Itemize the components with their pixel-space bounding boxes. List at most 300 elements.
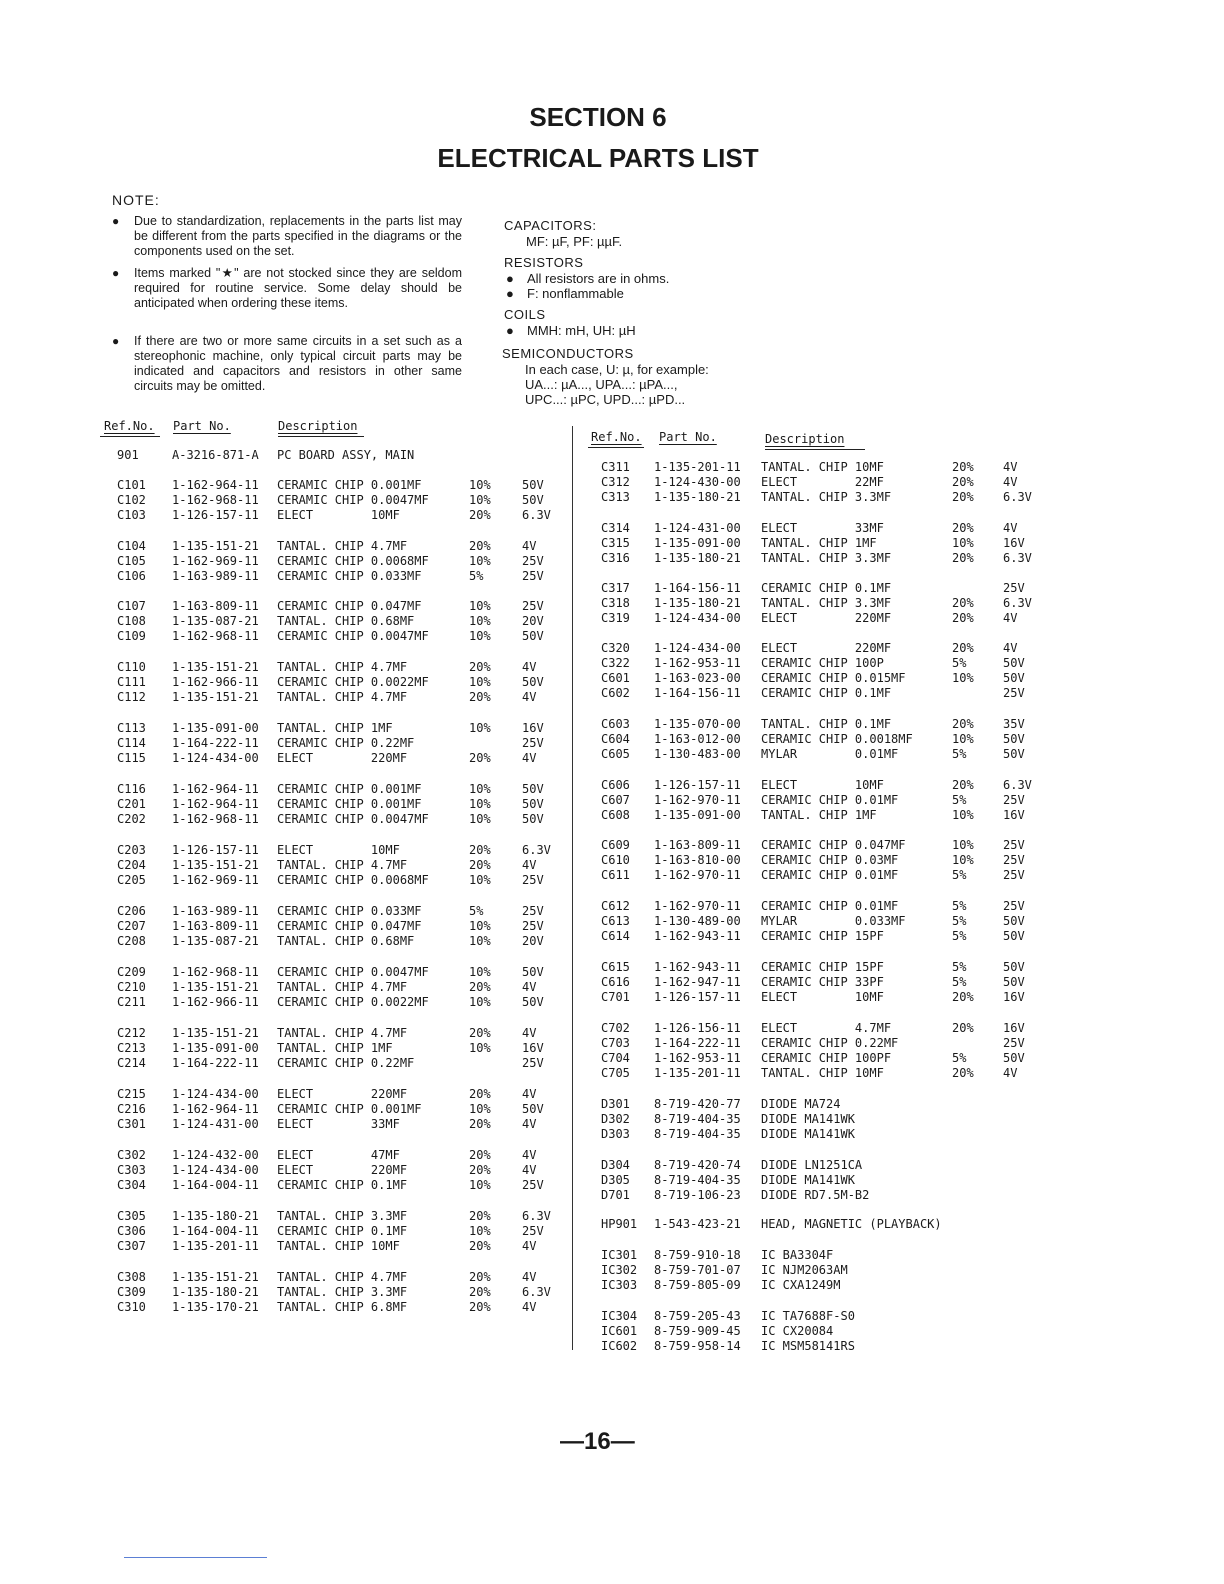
tolerance-cell: 10% [469, 797, 491, 811]
tolerance-cell: 20% [469, 1163, 491, 1177]
part-no-cell: A-3216-871-A [172, 448, 259, 462]
column-divider [572, 426, 573, 1350]
ref-no-cell: C615 [601, 960, 630, 974]
description-cell: PC BOARD ASSY, MAIN [277, 448, 415, 462]
tolerance-cell: 5% [952, 914, 967, 928]
part-no-cell: 1-124-434-00 [654, 641, 741, 655]
tolerance-cell: 10% [469, 1041, 491, 1055]
tolerance-cell: 10% [952, 671, 974, 685]
description-cell: CERAMIC CHIP 0.015MF [761, 671, 906, 685]
voltage-cell: 25V [522, 1056, 544, 1070]
part-no-cell: 1-124-432-00 [172, 1148, 259, 1162]
description-cell: TANTAL. CHIP 4.7MF [277, 539, 408, 553]
part-no-cell: 1-164-156-11 [654, 581, 741, 595]
description-cell: TANTAL. CHIP 10MF [761, 460, 884, 474]
tolerance-cell: 10% [469, 478, 491, 492]
ref-no-cell: C603 [601, 717, 630, 731]
voltage-cell: 25V [1003, 1036, 1025, 1050]
description-cell: ELECT 220MF [277, 1163, 408, 1177]
tolerance-cell: 20% [469, 539, 491, 553]
voltage-cell: 6.3V [1003, 596, 1032, 610]
tolerance-cell: 20% [469, 1300, 491, 1314]
ref-no-cell: IC301 [601, 1248, 638, 1262]
description-cell: CERAMIC CHIP 0.047MF [277, 919, 422, 933]
ref-no-cell: C608 [601, 808, 630, 822]
voltage-cell: 6.3V [1003, 778, 1032, 792]
ref-no-cell: C112 [117, 690, 146, 704]
part-no-cell: 8-759-805-09 [654, 1278, 741, 1292]
legend-semiconductors-text: UPC...: µPC, UPD...: µPD... [525, 392, 686, 407]
voltage-cell: 35V [1003, 717, 1025, 731]
tolerance-cell: 10% [952, 732, 974, 746]
description-cell: TANTAL. CHIP 4.7MF [277, 980, 408, 994]
description-cell: DIODE MA141WK [761, 1127, 855, 1141]
description-cell: CERAMIC CHIP 0.0022MF [277, 675, 429, 689]
description-cell: TANTAL. CHIP 1MF [761, 808, 877, 822]
tolerance-cell: 10% [469, 554, 491, 568]
part-no-cell: 1-130-483-00 [654, 747, 741, 761]
voltage-cell: 50V [522, 995, 544, 1009]
part-no-cell: 8-719-420-77 [654, 1097, 741, 1111]
part-no-cell: 1-135-087-21 [172, 934, 259, 948]
ref-no-cell: C109 [117, 629, 146, 643]
part-no-cell: 1-135-201-11 [654, 460, 741, 474]
ref-no-cell: C703 [601, 1036, 630, 1050]
footer-line [124, 1557, 267, 1558]
part-no-cell: 1-163-809-11 [654, 838, 741, 852]
description-cell: CERAMIC CHIP 0.1MF [277, 1178, 408, 1192]
ref-no-cell: C205 [117, 873, 146, 887]
ref-no-cell: C203 [117, 843, 146, 857]
description-cell: CERAMIC CHIP 0.01MF [761, 899, 899, 913]
part-no-cell: 1-135-201-11 [172, 1239, 259, 1253]
ref-no-cell: C208 [117, 934, 146, 948]
part-no-cell: 1-543-423-21 [654, 1217, 741, 1231]
voltage-cell: 25V [522, 919, 544, 933]
part-no-cell: 1-135-151-21 [172, 690, 259, 704]
ref-no-cell: C305 [117, 1209, 146, 1223]
part-no-cell: 1-163-810-00 [654, 853, 741, 867]
tolerance-cell: 20% [952, 717, 974, 731]
ref-no-cell: C702 [601, 1021, 630, 1035]
ref-no-cell: C604 [601, 732, 630, 746]
voltage-cell: 25V [1003, 853, 1025, 867]
description-cell: ELECT 220MF [277, 1087, 408, 1101]
voltage-cell: 6.3V [522, 1209, 551, 1223]
part-no-cell: 1-162-969-11 [172, 554, 259, 568]
tolerance-cell: 20% [952, 490, 974, 504]
description-cell: CERAMIC CHIP 15PF [761, 960, 884, 974]
tolerance-cell: 20% [469, 660, 491, 674]
voltage-cell: 50V [522, 812, 544, 826]
ref-no-cell: C215 [117, 1087, 146, 1101]
ref-no-cell: C307 [117, 1239, 146, 1253]
legend-resistors-text: All resistors are in ohms. [527, 271, 670, 286]
voltage-cell: 4V [522, 1148, 537, 1162]
part-no-cell: 1-135-180-21 [654, 596, 741, 610]
voltage-cell: 25V [1003, 899, 1025, 913]
description-cell: ELECT 220MF [761, 611, 892, 625]
part-no-cell: 1-126-156-11 [654, 1021, 741, 1035]
description-cell: MYLAR 0.01MF [761, 747, 899, 761]
part-no-cell: 8-719-404-35 [654, 1127, 741, 1141]
part-no-cell: 1-162-969-11 [172, 873, 259, 887]
description-cell: CERAMIC CHIP 0.0068MF [277, 554, 429, 568]
description-cell: CERAMIC CHIP 0.0018MF [761, 732, 913, 746]
part-no-cell: 1-163-809-11 [172, 919, 259, 933]
description-cell: CERAMIC CHIP 0.0047MF [277, 629, 429, 643]
description-cell: HEAD, MAGNETIC (PLAYBACK) [761, 1217, 942, 1231]
part-no-cell: 1-124-434-00 [172, 1087, 259, 1101]
description-cell: IC TA7688F-S0 [761, 1309, 855, 1323]
description-cell: CERAMIC CHIP 100P [761, 656, 884, 670]
ref-no-cell: C319 [601, 611, 630, 625]
description-cell: CERAMIC CHIP 0.047MF [761, 838, 906, 852]
voltage-cell: 50V [1003, 1051, 1025, 1065]
ref-no-cell: IC601 [601, 1324, 638, 1338]
part-no-cell: 1-162-966-11 [172, 995, 259, 1009]
tolerance-cell: 20% [469, 980, 491, 994]
ref-no-cell: C322 [601, 656, 630, 670]
tolerance-cell: 10% [469, 782, 491, 796]
tolerance-cell: 10% [469, 812, 491, 826]
ref-no-cell: C107 [117, 599, 146, 613]
part-no-cell: 8-719-106-23 [654, 1188, 741, 1202]
ref-no-cell: C111 [117, 675, 146, 689]
header-underline [765, 449, 865, 450]
part-no-cell: 8-759-910-18 [654, 1248, 741, 1262]
description-cell: ELECT 10MF [277, 508, 400, 522]
part-no-cell: 1-162-947-11 [654, 975, 741, 989]
voltage-cell: 16V [1003, 1021, 1025, 1035]
description-cell: IC CXA1249M [761, 1278, 841, 1292]
description-header: Description [765, 432, 845, 446]
tolerance-cell: 10% [952, 838, 974, 852]
tolerance-cell: 20% [952, 596, 974, 610]
ref-no-cell: C613 [601, 914, 630, 928]
ref-no-cell: D304 [601, 1158, 630, 1172]
note-text: If there are two or more same circuits in a set such as a stereophonic machine, only typical circuit parts may be indicated and capacitors and resistors in other same circuits may be omitted. [134, 334, 462, 393]
tolerance-cell: 20% [952, 611, 974, 625]
bullet-icon: ● [112, 334, 120, 348]
description-cell: CERAMIC CHIP 0.01MF [761, 868, 899, 882]
voltage-cell: 25V [522, 1178, 544, 1192]
legend-capacitors-heading: CAPACITORS: [504, 218, 597, 233]
voltage-cell: 4V [1003, 1066, 1018, 1080]
part-no-cell: 1-135-091-00 [172, 721, 259, 735]
voltage-cell: 25V [1003, 686, 1025, 700]
ref-no-cell: C101 [117, 478, 146, 492]
part-no-cell: 1-126-157-11 [172, 508, 259, 522]
part-no-cell: 1-135-151-21 [172, 1270, 259, 1284]
voltage-cell: 4V [522, 1270, 537, 1284]
tolerance-cell: 20% [469, 508, 491, 522]
part-no-cell: 1-162-968-11 [172, 965, 259, 979]
description-cell: ELECT 10MF [761, 778, 884, 792]
ref-no-cell: IC602 [601, 1339, 638, 1353]
description-cell: DIODE LN1251CA [761, 1158, 863, 1172]
ref-no-cell: C204 [117, 858, 146, 872]
description-cell: CERAMIC CHIP 15PF [761, 929, 884, 943]
tolerance-cell: 20% [469, 843, 491, 857]
ref-no-cell: C607 [601, 793, 630, 807]
voltage-cell: 4V [522, 1117, 537, 1131]
description-cell: CERAMIC CHIP 33PF [761, 975, 884, 989]
note-item [112, 334, 462, 394]
voltage-cell: 4V [1003, 460, 1018, 474]
tolerance-cell: 10% [469, 493, 491, 507]
description-cell: TANTAL. CHIP 10MF [761, 1066, 884, 1080]
ref-no-cell: C317 [601, 581, 630, 595]
description-cell: DIODE MA141WK [761, 1112, 855, 1126]
part-no-cell: 1-135-151-21 [172, 1026, 259, 1040]
voltage-cell: 4V [522, 751, 537, 765]
voltage-cell: 50V [522, 965, 544, 979]
tolerance-cell: 5% [952, 1051, 967, 1065]
description-cell: CERAMIC CHIP 0.0068MF [277, 873, 429, 887]
tolerance-cell: 10% [469, 965, 491, 979]
ref-no-cell: C705 [601, 1066, 630, 1080]
part-no-cell: 1-162-970-11 [654, 793, 741, 807]
description-cell: TANTAL. CHIP 3.3MF [761, 490, 892, 504]
ref-no-cell: C104 [117, 539, 146, 553]
part-no-cell: 1-163-989-11 [172, 904, 259, 918]
part-no-cell: 1-162-970-11 [654, 868, 741, 882]
ref-no-cell: C207 [117, 919, 146, 933]
description-cell: TANTAL. CHIP 3.3MF [277, 1285, 408, 1299]
description-cell: TANTAL. CHIP 1MF [277, 1041, 393, 1055]
voltage-cell: 50V [522, 493, 544, 507]
voltage-cell: 6.3V [1003, 490, 1032, 504]
voltage-cell: 50V [1003, 747, 1025, 761]
part-no-cell: 8-759-909-45 [654, 1324, 741, 1338]
description-cell: CERAMIC CHIP 0.01MF [761, 793, 899, 807]
part-no-cell: 1-130-489-00 [654, 914, 741, 928]
ref-no-cell: C310 [117, 1300, 146, 1314]
description-cell: CERAMIC CHIP 0.22MF [277, 1056, 415, 1070]
tolerance-cell: 10% [469, 934, 491, 948]
voltage-cell: 16V [1003, 990, 1025, 1004]
voltage-cell: 4V [522, 1026, 537, 1040]
description-cell: ELECT 220MF [761, 641, 892, 655]
voltage-cell: 4V [522, 1300, 537, 1314]
description-cell: CERAMIC CHIP 0.1MF [277, 1224, 408, 1238]
note-heading: NOTE: [112, 192, 160, 208]
tolerance-cell: 10% [469, 721, 491, 735]
tolerance-cell: 20% [952, 1066, 974, 1080]
tolerance-cell: 10% [952, 853, 974, 867]
description-cell: TANTAL. CHIP 1MF [761, 536, 877, 550]
tolerance-cell: 10% [469, 614, 491, 628]
part-no-cell: 1-164-222-11 [172, 1056, 259, 1070]
ref-no-cell: C211 [117, 995, 146, 1009]
ref-no-cell: C301 [117, 1117, 146, 1131]
ref-no-cell: C102 [117, 493, 146, 507]
description-cell: TANTAL. CHIP 0.1MF [761, 717, 892, 731]
ref-no-cell: HP901 [601, 1217, 638, 1231]
ref-no-cell: C110 [117, 660, 146, 674]
tolerance-cell: 20% [469, 1148, 491, 1162]
ref-no-cell: C303 [117, 1163, 146, 1177]
tolerance-cell: 10% [952, 808, 974, 822]
ref-no-cell: C610 [601, 853, 630, 867]
voltage-cell: 25V [522, 569, 544, 583]
voltage-cell: 25V [522, 554, 544, 568]
ref-no-cell: C601 [601, 671, 630, 685]
voltage-cell: 4V [522, 980, 537, 994]
voltage-cell: 50V [1003, 656, 1025, 670]
bullet-icon: ● [506, 271, 514, 286]
description-cell: TANTAL. CHIP 3.3MF [277, 1209, 408, 1223]
part-no-cell: 8-719-420-74 [654, 1158, 741, 1172]
part-no-cell: 1-162-964-11 [172, 797, 259, 811]
note-text: Items marked "★" are not stocked since they are seldom required for routine service. Some delay should be anticipated when ordering these items. [134, 266, 462, 310]
voltage-cell: 50V [1003, 671, 1025, 685]
ref-no-cell: C609 [601, 838, 630, 852]
tolerance-cell: 10% [469, 919, 491, 933]
part-no-cell: 1-124-434-00 [654, 611, 741, 625]
ref-no-cell: C108 [117, 614, 146, 628]
voltage-cell: 4V [1003, 475, 1018, 489]
ref-no-cell: C304 [117, 1178, 146, 1192]
voltage-cell: 4V [1003, 521, 1018, 535]
part-no-cell: 1-162-943-11 [654, 960, 741, 974]
page-number: —16— [560, 1428, 635, 1455]
part-no-cell: 1-163-012-00 [654, 732, 741, 746]
description-cell: ELECT 220MF [277, 751, 408, 765]
tolerance-cell: 20% [952, 551, 974, 565]
description-cell: ELECT 33MF [277, 1117, 400, 1131]
legend-resistors-heading: RESISTORS [504, 255, 584, 270]
tolerance-cell: 20% [952, 1021, 974, 1035]
ref-no-cell: C201 [117, 797, 146, 811]
legend-coils-text: MMH: mH, UH: µH [527, 323, 636, 338]
description-cell: ELECT 33MF [761, 521, 884, 535]
ref-no-cell: C315 [601, 536, 630, 550]
voltage-cell: 25V [1003, 838, 1025, 852]
part-no-cell: 1-135-180-21 [172, 1209, 259, 1223]
description-cell: IC MSM58141RS [761, 1339, 855, 1353]
ref-no-cell: C314 [601, 521, 630, 535]
bullet-icon: ● [506, 286, 514, 301]
part-no-cell: 1-162-966-11 [172, 675, 259, 689]
voltage-cell: 25V [522, 873, 544, 887]
part-no-cell: 1-135-180-21 [654, 551, 741, 565]
description-cell: TANTAL. CHIP 3.3MF [761, 596, 892, 610]
part-no-cell: 1-135-087-21 [172, 614, 259, 628]
ref-no-cell: C213 [117, 1041, 146, 1055]
part-no-cell: 1-162-968-11 [172, 493, 259, 507]
ref-no-cell: C318 [601, 596, 630, 610]
voltage-cell: 4V [1003, 611, 1018, 625]
ref-no-cell: C105 [117, 554, 146, 568]
description-cell: TANTAL. CHIP 6.8MF [277, 1300, 408, 1314]
tolerance-cell: 5% [469, 569, 484, 583]
part-no-cell: 1-164-004-11 [172, 1224, 259, 1238]
header-underline [278, 436, 364, 437]
description-cell: CERAMIC CHIP 0.033MF [277, 904, 422, 918]
part-no-cell: 1-135-180-21 [654, 490, 741, 504]
description-cell: DIODE MA141WK [761, 1173, 855, 1187]
ref-no-header: Ref.No. [104, 419, 155, 433]
tolerance-cell: 5% [952, 747, 967, 761]
voltage-cell: 50V [522, 797, 544, 811]
voltage-cell: 25V [522, 1224, 544, 1238]
description-cell: CERAMIC CHIP 0.0022MF [277, 995, 429, 1009]
ref-no-cell: C308 [117, 1270, 146, 1284]
ref-no-cell: 901 [117, 448, 139, 462]
voltage-cell: 50V [522, 478, 544, 492]
ref-no-cell: C113 [117, 721, 146, 735]
legend-semiconductors-heading: SEMICONDUCTORS [502, 346, 634, 361]
part-no-cell: 1-163-809-11 [172, 599, 259, 613]
voltage-cell: 4V [522, 1087, 537, 1101]
description-cell: CERAMIC CHIP 0.1MF [761, 581, 892, 595]
voltage-cell: 50V [1003, 975, 1025, 989]
tolerance-cell: 10% [469, 629, 491, 643]
ref-no-cell: C206 [117, 904, 146, 918]
ref-no-cell: C614 [601, 929, 630, 943]
voltage-cell: 6.3V [522, 843, 551, 857]
part-no-cell: 1-124-430-00 [654, 475, 741, 489]
part-no-cell: 1-163-989-11 [172, 569, 259, 583]
section-subtitle: ELECTRICAL PARTS LIST [437, 143, 759, 173]
description-cell: CERAMIC CHIP 0.03MF [761, 853, 899, 867]
description-cell: CERAMIC CHIP 0.0047MF [277, 812, 429, 826]
ref-no-cell: D301 [601, 1097, 630, 1111]
part-no-header: Part No. [659, 430, 717, 444]
voltage-cell: 25V [522, 904, 544, 918]
part-no-cell: 1-135-091-00 [654, 808, 741, 822]
tolerance-cell: 10% [952, 536, 974, 550]
ref-no-cell: C216 [117, 1102, 146, 1116]
ref-no-cell: C312 [601, 475, 630, 489]
ref-no-cell: C605 [601, 747, 630, 761]
ref-no-cell: C316 [601, 551, 630, 565]
part-no-cell: 1-135-070-00 [654, 717, 741, 731]
part-no-cell: 1-124-431-00 [654, 521, 741, 535]
voltage-cell: 25V [1003, 868, 1025, 882]
voltage-cell: 4V [522, 690, 537, 704]
tolerance-cell: 20% [469, 690, 491, 704]
part-no-cell: 1-135-091-00 [654, 536, 741, 550]
tolerance-cell: 5% [952, 656, 967, 670]
ref-no-cell: D701 [601, 1188, 630, 1202]
part-no-cell: 1-135-151-21 [172, 660, 259, 674]
ref-no-cell: C313 [601, 490, 630, 504]
description-cell: CERAMIC CHIP 0.033MF [277, 569, 422, 583]
tolerance-cell: 20% [952, 475, 974, 489]
part-no-cell: 1-135-180-21 [172, 1285, 259, 1299]
tolerance-cell: 5% [952, 929, 967, 943]
ref-no-cell: C311 [601, 460, 630, 474]
part-no-cell: 1-124-434-00 [172, 1163, 259, 1177]
ref-no-cell: C606 [601, 778, 630, 792]
description-cell: CERAMIC CHIP 0.047MF [277, 599, 422, 613]
part-no-cell: 1-164-222-11 [654, 1036, 741, 1050]
voltage-cell: 4V [522, 858, 537, 872]
ref-no-cell: C302 [117, 1148, 146, 1162]
part-no-header: Part No. [173, 419, 231, 433]
part-no-cell: 1-135-170-21 [172, 1300, 259, 1314]
note-item [112, 266, 462, 311]
description-cell: ELECT 10MF [277, 843, 400, 857]
description-cell: MYLAR 0.033MF [761, 914, 906, 928]
part-no-cell: 1-124-431-00 [172, 1117, 259, 1131]
voltage-cell: 50V [522, 675, 544, 689]
description-cell: TANTAL. CHIP 1MF [277, 721, 393, 735]
tolerance-cell: 10% [469, 873, 491, 887]
